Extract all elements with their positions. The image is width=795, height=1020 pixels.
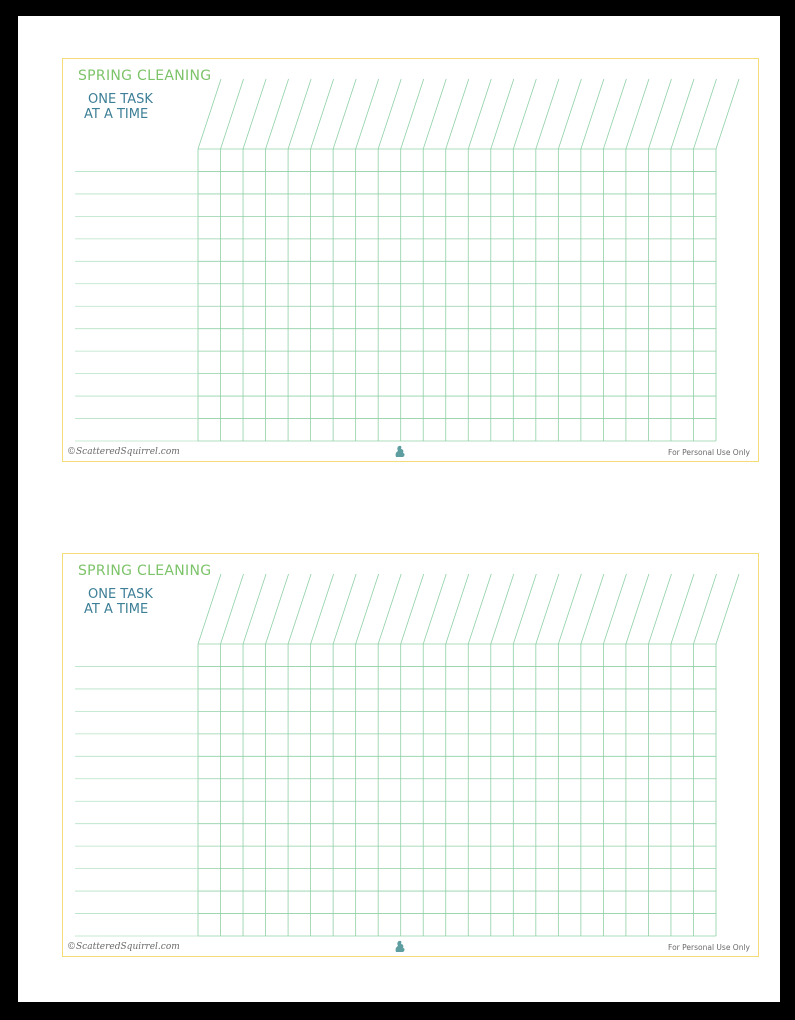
header-diagonal — [468, 79, 491, 149]
header-diagonal — [716, 79, 739, 149]
header-diagonal — [671, 79, 694, 149]
header-diagonal — [266, 79, 289, 149]
copyright-text: ©ScatteredSquirrel.com — [67, 447, 180, 457]
subtitle-line-1: ONE TASK — [88, 92, 153, 107]
header-diagonal — [446, 574, 469, 644]
header-diagonal — [243, 79, 266, 149]
header-diagonal — [288, 79, 311, 149]
header-diagonal — [356, 79, 379, 149]
copyright-text: ©ScatteredSquirrel.com — [67, 942, 180, 952]
header-diagonal — [536, 79, 559, 149]
header-diagonal — [536, 574, 559, 644]
personal-use-note: For Personal Use Only — [668, 448, 750, 457]
header-diagonal — [603, 574, 626, 644]
header-diagonal — [626, 574, 649, 644]
card-title: SPRING CLEANING — [78, 68, 212, 84]
header-diagonal — [311, 574, 334, 644]
header-diagonal — [243, 574, 266, 644]
header-diagonal — [333, 574, 356, 644]
header-diagonal — [513, 574, 536, 644]
header-diagonal — [603, 79, 626, 149]
header-diagonal — [198, 574, 221, 644]
header-diagonal — [648, 574, 671, 644]
header-diagonal — [491, 79, 514, 149]
header-diagonal — [266, 574, 289, 644]
subtitle-line-2: AT A TIME — [84, 602, 149, 617]
tracker-card-2 — [62, 553, 759, 957]
header-diagonal — [558, 79, 581, 149]
card-title: SPRING CLEANING — [78, 563, 212, 579]
header-diagonal — [468, 574, 491, 644]
subtitle-line-1: ONE TASK — [88, 587, 153, 602]
header-diagonal — [581, 79, 604, 149]
header-diagonal — [378, 79, 401, 149]
header-diagonal — [221, 79, 244, 149]
header-diagonal — [693, 79, 716, 149]
header-diagonal — [401, 79, 424, 149]
header-diagonal — [558, 574, 581, 644]
header-diagonal — [401, 574, 424, 644]
header-diagonal — [491, 574, 514, 644]
tracker-card-1 — [62, 58, 759, 462]
header-diagonal — [626, 79, 649, 149]
personal-use-note: For Personal Use Only — [668, 943, 750, 952]
header-diagonal — [513, 79, 536, 149]
header-diagonal — [423, 574, 446, 644]
header-diagonal — [221, 574, 244, 644]
header-diagonal — [716, 574, 739, 644]
squirrel-icon — [393, 939, 407, 953]
header-diagonal — [378, 574, 401, 644]
subtitle-line-2: AT A TIME — [84, 107, 149, 122]
printable-page — [18, 16, 780, 1002]
header-diagonal — [198, 79, 221, 149]
header-diagonal — [446, 79, 469, 149]
task-grid — [63, 554, 760, 958]
squirrel-icon — [393, 444, 407, 458]
header-diagonal — [288, 574, 311, 644]
task-grid — [63, 59, 760, 463]
header-diagonal — [356, 574, 379, 644]
header-diagonal — [693, 574, 716, 644]
header-diagonal — [311, 79, 334, 149]
header-diagonal — [423, 79, 446, 149]
header-diagonal — [671, 574, 694, 644]
header-diagonal — [333, 79, 356, 149]
header-diagonal — [648, 79, 671, 149]
header-diagonal — [581, 574, 604, 644]
